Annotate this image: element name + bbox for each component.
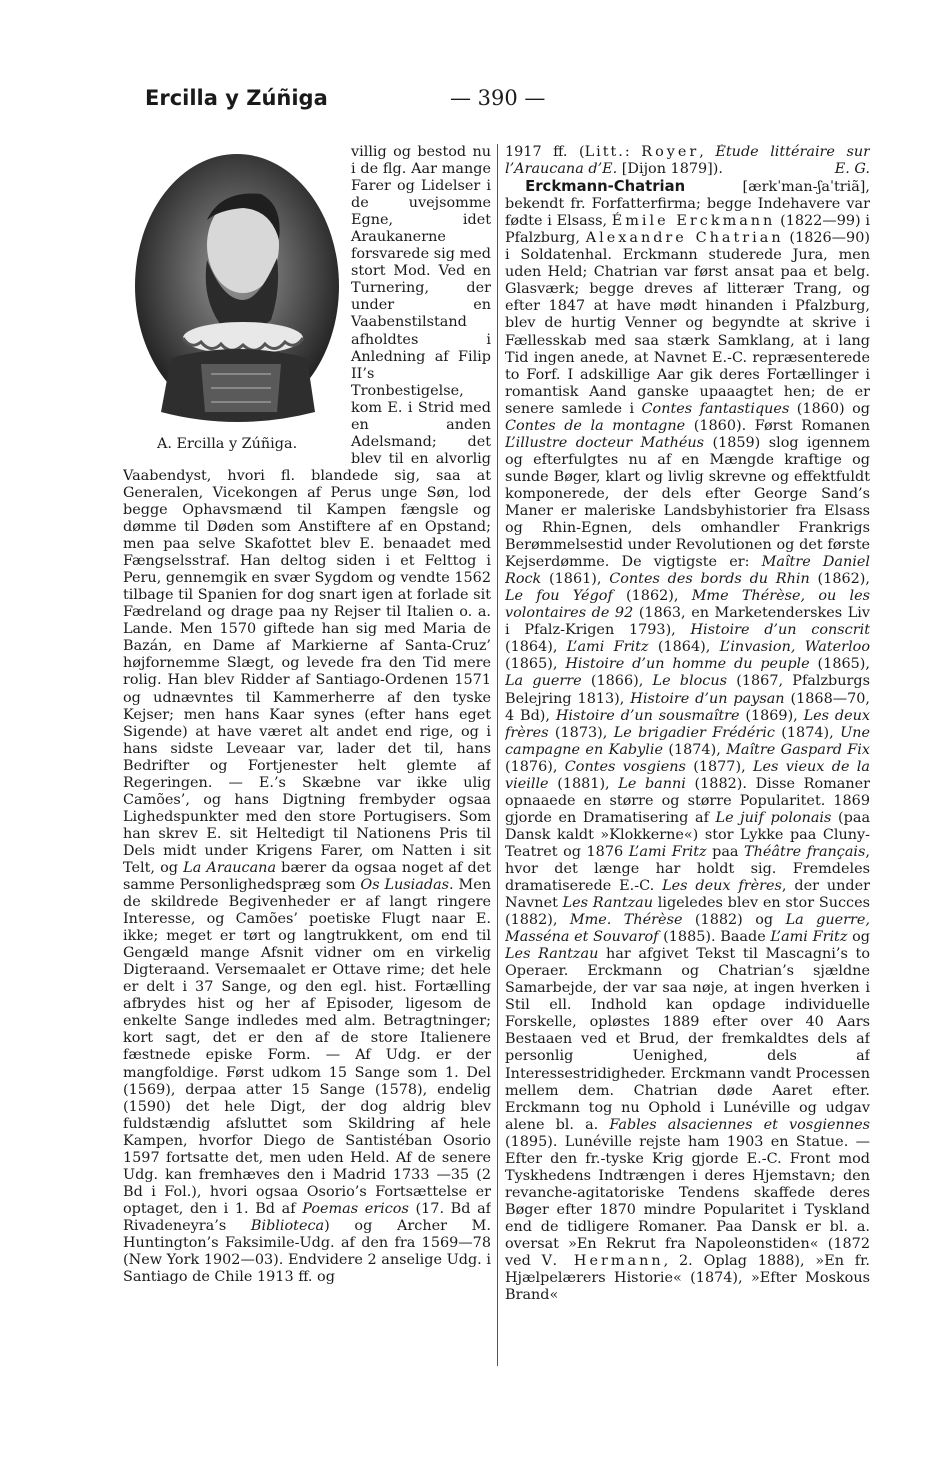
work-title: Histoire d’un paysan	[630, 690, 785, 707]
work-title: La guerre	[505, 673, 582, 690]
text-run: (1874),	[662, 741, 727, 758]
work-title: La guerre, Masséna et Souvarof	[505, 912, 870, 946]
text-run: (1864),	[648, 639, 720, 656]
person-name: Alexandre Chatrian	[585, 230, 784, 247]
text-run: (1882). Disse Romaner opnaaede en større og større Popularitet. 1869 gjorde en Dramatisering af	[505, 775, 870, 826]
text-run: :	[624, 144, 642, 160]
text-run: ) og Archer M. Huntington’s Faksimile-Udg. af den fra 1569—78 (New York 1902—03). Endvidere 2 anselige Udg. i Santiago de Chile 1913 ff. og	[123, 1217, 491, 1286]
text-run: (1885). Baade	[658, 929, 771, 946]
work-title: Le juif polonais	[715, 809, 832, 826]
text-run: (1868—70, 4 Bd),	[505, 690, 870, 724]
text-run: (1826—90) i Soldatenhal. Erckmann studerede Jura, men uden Held; Chatrian var først ansat paa et belg. Glasværk; begge dreves af litterær Trang, og efter 1847 at have mødt hinanden i Pfalzburg, blev de hurtig Venner og begyndte at skrive i Fællesskab med saa stærk Samklang, at i lang Tid ingen anede, at Navnet E.-C. repræsenterede to Forf. I adskillige Aar gik deres Fortællinger i romantisk Aand ganske upaaagtet hen; de er senere samlede i	[505, 230, 870, 417]
text-run: (1865),	[505, 656, 566, 673]
text-run: har afgivet Tekst til Mascagni’s to Operaer. Erckmann og Chatrian’s sjældne Samarbejde, der var saa nøje, at ingen hverken i Stil ell. Indhold kan opdage individuelle Forskelle, opløstes 1889 efter over 40 Aars Bestaaen ved et Brud, der fremkaldtes dels af personlig Uenighed, dels af Interessestridigheder. Erckmann vandt Processen mellem dem. Chatrian døde Aaret efter. Erckmann tog nu Ophold i Lunéville og udgav alene bl. a.	[505, 946, 870, 1133]
work-title: Contes des bords du Rhin	[609, 571, 810, 588]
text-run: (1862),	[809, 571, 870, 588]
work-title: Biblioteca	[250, 1217, 325, 1234]
text-run: (1895). Lunéville rejste ham 1903 en Statue. — Efter den fr.-tyske Krig gjorde E.-C. Front mod Tyskhedens Indtrængen i deres Hjemstavn; den revanche-agitatoriske Tendens skaffede deres Bøger efter 1870 mindre Popularitet i Tyskland end de tidligere Romaner. Paa Dansk er bl. a. oversat »En Rekrut fra Napoleonstiden« (1872 ved	[505, 1133, 870, 1270]
text-run: ligeledes blev en stor Succes (1882),	[505, 895, 870, 929]
text-run: (1860) og	[789, 400, 870, 417]
text-run: (1822—99) i Pfalzburg,	[505, 213, 870, 247]
left-column	[123, 144, 491, 1384]
literature-reference	[505, 144, 870, 178]
work-title: Le blocus	[652, 673, 728, 690]
text-run: (1863, en Marketenderskes Liv i Pfalz-Krigen 1793),	[505, 605, 870, 639]
text-run: (1860). Først Romanen	[685, 417, 870, 434]
work-title: Mme Thérèse, ou les volontaires de 92	[505, 588, 870, 622]
right-column	[505, 144, 870, 1384]
portrait-caption: A. Ercilla y Zúñiga.	[157, 436, 298, 452]
work-title: Une campagne en Kabylie	[505, 724, 870, 758]
work-title: Contes de la montagne	[505, 417, 686, 434]
work-title: L’ami Fritz	[566, 639, 649, 656]
text-run: (1864),	[505, 639, 567, 656]
work-title: Histoire d’un homme du peuple	[565, 656, 810, 673]
text-run: (1881),	[548, 775, 619, 792]
text-run: og	[847, 929, 870, 946]
work-title: Les Rantzau	[505, 946, 599, 963]
entry-headword: Erckmann-Chatrian	[525, 178, 686, 196]
work-title: Maître Gaspard Fix	[726, 741, 870, 758]
text-run: (1865),	[809, 656, 870, 673]
work-title: Le brigadier Frédéric	[613, 724, 775, 741]
work-title: Poemas ericos	[302, 1200, 409, 1217]
work-title: L’invasion, Waterloo	[719, 639, 870, 656]
work-title: Le banni	[618, 775, 686, 792]
text-run: , der under Navnet	[505, 878, 870, 912]
work-title: Histoire d’un conscrit	[690, 622, 870, 639]
text-run: , hvor det længe har holdt sig. Fremdeles dramatiserede E.-C.	[505, 843, 870, 895]
text-run: (1877),	[685, 758, 753, 775]
work-title: Théâtre français	[744, 843, 866, 860]
text-run: villig og bestod nu i de flg. Aar mange Farer og Lidelser i de uvejsomme Egne, idet Araukanerne forsvarede sig med stort Mod. Ved en Turnering, der under en Vaabenstilstand afholdtes i Anledning af Filip II’s Tronbestigelse, kom E. i Strid med en anden Adelsmand; det blev til en alvorlig Vaabendyst, hvori fl. blandede sig, saa at Generalen, Vicekongen af Perus unge Søn, lod begge Ophavsmænd til Kampen fængsle og dømme til Døden som Anstiftere af en Opstand; men paa selve Skafottet blev E. benaadet med Fængselsstraf. Han deltog siden i et Felttog i Peru, gennemgik en svær Sygdom og vendte 1562 tilbage til Spanien for dog snart igen at forlade sit Fædreland og drage paa ny Rejser til Italien o. a. Lande. Men 1570 giftede han sig med Maria de Bazán, en Dame af Markierne af Santa-Cruz’ højfornemme Slægt, og levede fra den Tid mere rolig. Han blev Ridder af Santiago-Ordenen 1571 og udnævntes til Kammerherre af den tyske Kejser; men hans Kaar synes (efter hans eget Sigende) at have været alt andet end rige, og i hans sidste Leveaar var, lader det til, hans Bedrifter og Fortjenester helt glemte af Regeringen. — E.’s Skæbne var ikke ulig Camões’, og hans Digtning frembyder ogsaa Lighedspunkter med den store Portugisers. Som han skrev E. sit Heltedigt til Nationens Pris til Dels midt under Krigens Farer, om Natten i sit Telt, og	[123, 144, 491, 876]
page-number: — 390 —	[450, 86, 546, 110]
work-title: Étude littéraire sur l’Araucana d’E.	[505, 144, 870, 178]
text-run: 1917 ff. (	[505, 144, 585, 160]
text-run: (17. Bd af Rivadeneyra’s	[123, 1200, 491, 1234]
work-title: Les vieux de la vieille	[505, 758, 870, 792]
text-run: ,	[699, 144, 716, 160]
text-run: (1862),	[612, 588, 692, 605]
text-run: [ærkˈman-ʃaˈtriã], bekendt fr. Forfatterfirma; begge Indehavere var fødte i Elsass,	[505, 179, 870, 230]
author-signature: E. G.	[834, 161, 870, 178]
text-run: (1859) slog igennem og efterfulgtes nu af en Mængde kraftige og sunde Bøger, klart og livlig skrevne og effektfuldt komponerede, der dels efter George Sand’s Maner er maleriske Landsbyhistorier fra Elsass og Rhin-Egnen, dels omhandler Frankrigs Berømmelsestid under Revolutionen og det første Kejserdømme. De vigtigste er:	[505, 434, 870, 571]
work-title: Le fou Yégof	[505, 588, 613, 605]
text-run: (1874),	[774, 724, 841, 741]
work-title: Os Lusiadas	[360, 877, 450, 894]
work-title: Mme. Thérèse	[569, 912, 683, 929]
portrait-image	[131, 150, 343, 422]
text-run: (1869),	[739, 707, 804, 724]
author-name: Royer	[641, 144, 700, 160]
work-title: L’illustre docteur Mathéus	[505, 434, 705, 451]
litt-label: Litt.	[584, 144, 625, 160]
text-run: . Men de skildrede Begivenheder er af langt ringere Interesse, og Camões’ poetiske Flugt naar E. ikke; meget er tørt og langtrukkent, om end til Gengæld mange Afsnit vidner om en virkelig Digteraand. Versemaalet er Ottave rime; det hele er delt i 37 Sange, og den egl. hist. Fortælling afbrydes hist og her af Episoder, ligesom de enkelte Sange indledes med alm. Betragtninger; kort sagt, det er den af de store Italienere fæstnede episke Form. — Af Udg. er der mangfoldige. Først udkom 15 Sange som 1. Del (1569), derpaa atter 15 Sange (1578), endelig (1590) det hele Digt, der dog aldrig blev fuldstændig afsluttet som Skildring af hele Kampen, hvorfor Diego de Santistéban Osorio 1597 fortsatte det, men uden Held. Af de senere Udg. kan fremhæves den i Madrid 1733 —35 (2 Bd i Fol.), hvori ogsaa Osorio’s Fortsættelse er optaget, den i 1. Bd af	[123, 877, 491, 1217]
work-title: Contes vosgiens	[564, 758, 686, 775]
work-title: L’ami Fritz	[770, 929, 848, 946]
work-title: Les deux frères	[662, 878, 782, 895]
text-run: , 2. Oplag 1888), »En fr. Hjælpelærers Historie« (1874), »Efter Moskous Brand«	[505, 1253, 870, 1304]
person-name: Émile Erckmann	[611, 213, 776, 230]
text-run: (1873),	[548, 724, 614, 741]
work-title: Histoire d’un sousmaître	[555, 707, 740, 724]
text-run: (1867, Pfalzburgs Belejring 1813),	[505, 673, 870, 707]
running-head-title: Ercilla y Zúñiga	[145, 86, 328, 110]
work-title: Les deux frères	[505, 707, 870, 741]
work-title: Contes fantastiques	[641, 400, 790, 417]
work-title: Maître Daniel Rock	[505, 554, 870, 588]
text-run: (1861),	[541, 571, 610, 588]
work-title: La Araucana	[183, 859, 277, 876]
article-body-right	[505, 178, 870, 1304]
text-run: (1882) og	[682, 912, 786, 929]
text-run: (1876),	[505, 758, 565, 775]
text-run: bærer da ogsaa noget af det samme Personlighedspræg som	[123, 859, 491, 894]
portrait-figure	[123, 150, 343, 460]
work-title: L’ami Fritz	[628, 843, 707, 860]
work-title: Les Rantzau	[562, 895, 654, 912]
work-title: Fables alsaciennes et vosgiennes	[609, 1116, 870, 1133]
text-run: [Dijon 1879]).	[617, 161, 723, 178]
text-run: (1866),	[581, 673, 653, 690]
text-run: (paa Dansk kaldt »Klokkerne«) stor Lykke paa Cluny-Teatret og 1876	[505, 809, 870, 860]
text-run: paa	[706, 843, 745, 860]
person-name: V. Hermann	[541, 1253, 664, 1270]
column-rule	[497, 144, 498, 1366]
